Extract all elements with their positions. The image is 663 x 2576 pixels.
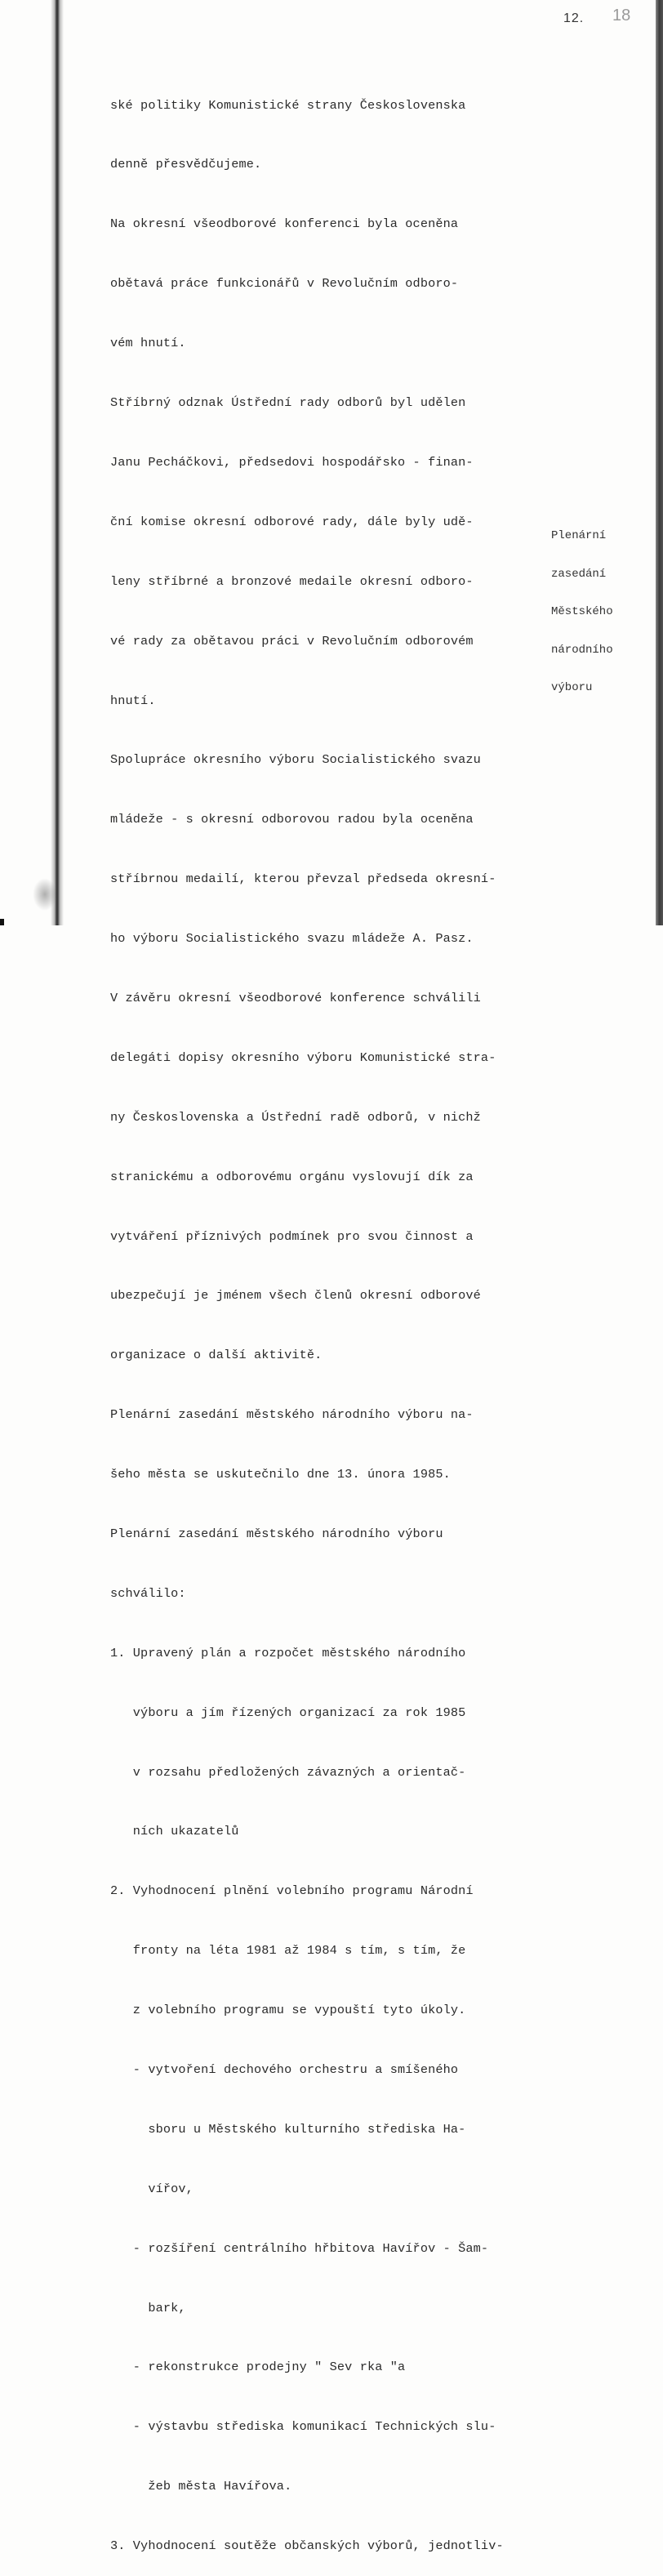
list-item: ních ukazatelů <box>110 1824 239 1839</box>
text-line: vé rady za obětavou práci v Revolučním odborovém <box>110 633 474 648</box>
scan-corner-mark <box>0 919 4 925</box>
text-line: mládeže - s okresní odborovou radou byla oceněna <box>110 812 474 827</box>
list-item: výboru a jím řízených organizací za rok 1985 <box>110 1705 466 1720</box>
list-item: 3. Vyhodnocení soutěže občanských výborů, jednotliv- <box>110 2538 504 2554</box>
text-line: ubezpečují je jménem všech členů okresní odborové <box>110 1288 481 1304</box>
text-line: ské politiky Komunistické strany Československa <box>110 97 466 113</box>
margin-note-line: výboru <box>551 681 593 694</box>
text-line: organizace o další aktivitě. <box>110 1348 323 1363</box>
text-line: ční komise okresní odborové rady, dále byly udě- <box>110 514 474 529</box>
text-line: schválilo: <box>110 1585 186 1601</box>
text-line: Na okresní všeodborové konferenci byla oceněna <box>110 216 459 232</box>
text-line: ho výboru Socialistického svazu mládeže A. Pasz. <box>110 931 474 947</box>
sub-list-item: žeb města Havířova. <box>110 2479 292 2494</box>
text-line: šeho města se uskutečnilo dne 13. února 1985. <box>110 1467 451 1482</box>
sub-list-item: vířov, <box>110 2181 194 2196</box>
margin-note-line: národního <box>551 643 613 657</box>
margin-note-line: zasedání <box>551 567 607 581</box>
text-line: V závěru okresní všeodborové konference schválili <box>110 990 481 1005</box>
sub-list-item: - výstavbu střediska komunikací Technických slu- <box>110 2419 496 2435</box>
text-line: hnutí. <box>110 693 156 708</box>
list-item: z volebního programu se vypouští tyto úkoly. <box>110 2003 466 2018</box>
text-line: leny stříbrné a bronzové medaile okresní odboro- <box>110 573 474 589</box>
text-line: stříbrnou medailí, kterou převzal předseda okresní- <box>110 871 496 887</box>
text-line: denně přesvědčujeme. <box>110 157 262 172</box>
list-item: 1. Upravený plán a rozpočet městského národního <box>110 1645 466 1660</box>
sub-list-item: - rozšíření centrálního hřbitova Havířov - Šam- <box>110 2240 489 2256</box>
list-item: fronty na léta 1981 až 1984 s tím, s tím, že <box>110 1943 466 1959</box>
list-item: v rozsahu předložených závazných a orientač- <box>110 1764 466 1780</box>
binding-smudge <box>33 878 57 911</box>
text-line: Stříbrný odznak Ústřední rady odborů byl udělen <box>110 395 466 411</box>
page-right-edge <box>656 0 663 925</box>
sub-list-item: sboru u Městského kulturního střediska Ha- <box>110 2121 466 2137</box>
text-line: Janu Pecháčkovi, předsedovi hospodářsko - finan- <box>110 454 474 470</box>
text-line: vytváření příznivých podmínek pro svou činnost a <box>110 1228 474 1244</box>
text-line: obětavá práce funkcionářů v Revolučním odboro- <box>110 276 459 292</box>
margin-note-line: Plenární <box>551 529 607 542</box>
text-line: Plenární zasedání městského národního výboru <box>110 1526 443 1541</box>
sub-list-item: bark, <box>110 2300 186 2315</box>
page-number: 12. <box>563 11 585 25</box>
sub-list-item: - vytvoření dechového orchestru a smíšeného <box>110 2061 459 2077</box>
text-line: Plenární zasedání městského národního výboru na- <box>110 1407 474 1423</box>
text-line: Spolupráce okresního výboru Socialistického svazu <box>110 752 481 768</box>
margin-note <box>551 505 633 707</box>
margin-note-line: Městského <box>551 605 613 618</box>
text-line: delegáti dopisy okresního výboru Komunistické stra- <box>110 1050 496 1065</box>
archive-page-number: 18 <box>612 7 631 25</box>
binding-shadow <box>51 0 64 925</box>
text-line: ny Československa a Ústřední radě odborů, v nichž <box>110 1109 481 1125</box>
sub-list-item: - rekonstrukce prodejny " Sev rka "a <box>110 2360 406 2375</box>
document-body <box>110 56 551 2576</box>
text-line: vém hnutí. <box>110 336 186 351</box>
list-item: 2. Vyhodnocení plnění volebního programu Národní <box>110 1883 474 1899</box>
text-line: stranickému a odborovému orgánu vyslovují dík za <box>110 1169 474 1184</box>
